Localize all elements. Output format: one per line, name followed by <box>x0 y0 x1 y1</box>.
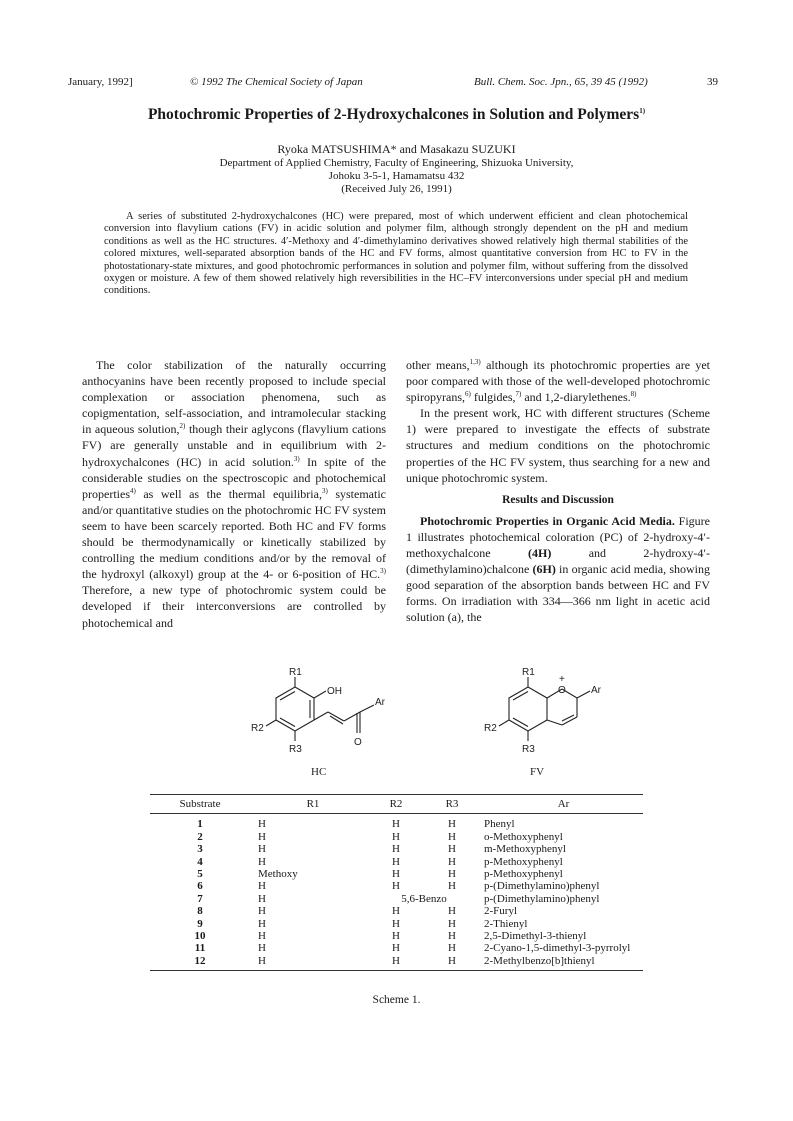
table-cell: H <box>258 942 266 955</box>
continued-paragraph <box>406 357 710 405</box>
fv-structure <box>499 677 590 741</box>
table-cell: 2-Methylbenzo[b]thienyl <box>480 955 643 971</box>
table-cell: H <box>448 855 456 868</box>
table-cell: H <box>392 917 400 930</box>
table-cell: p-Methoxyphenyl <box>484 855 563 868</box>
hc-r1-label: R1 <box>289 667 302 678</box>
citation: 1,3) <box>469 358 481 366</box>
table-row <box>150 843 643 855</box>
table-row <box>150 814 643 831</box>
table-cell: H <box>392 868 400 881</box>
table-row <box>150 955 643 971</box>
body-right-column <box>406 357 710 626</box>
received-date: (Received July 26, 1991) <box>341 183 452 195</box>
text-run: although its photochromic properties are yet poor compared with those of the well-developed photochromic spiropyrans, <box>406 358 711 405</box>
table-cell: H <box>392 843 400 856</box>
table-row <box>150 831 643 843</box>
paper-title <box>0 106 793 124</box>
table-cell: 2-Thienyl <box>484 917 528 930</box>
table-cell: 12 <box>150 955 250 971</box>
results-paragraph <box>406 513 710 626</box>
table-cell: H <box>448 905 456 918</box>
hc-benzene-ring <box>276 687 314 731</box>
text-run: and 1,2-diarylethenes. <box>521 390 631 405</box>
table-cell: H <box>258 917 266 930</box>
table-row <box>150 893 643 905</box>
table-cell: H <box>258 818 266 831</box>
table-cell: H <box>392 930 400 943</box>
table-cell: o-Methoxyphenyl <box>484 830 563 843</box>
citation: 7) <box>515 390 522 399</box>
table-cell: 1 <box>197 818 203 831</box>
table-header-row <box>150 795 643 814</box>
author-list: Ryoka MATSUSHIMA* and Masakazu SUZUKI <box>277 142 516 156</box>
affiliation-line-1: Department of Applied Chemistry, Faculty of Engineering, Shizuoka University, <box>219 157 574 169</box>
hc-ar-label: Ar <box>375 697 385 708</box>
fv-plus-label: + <box>559 674 565 685</box>
citation: 6) <box>465 390 471 399</box>
table-cell: 6 <box>197 880 203 893</box>
table-cell: H <box>448 917 456 930</box>
table-cell: 2 <box>197 830 203 843</box>
table-cell: 10 <box>194 930 206 943</box>
header-date: January, 1992] <box>68 76 133 88</box>
table-row <box>150 905 643 917</box>
hc-oh-label: OH <box>327 686 342 697</box>
table-cell: H <box>392 880 400 893</box>
table-cell: 5 <box>197 868 203 881</box>
fv-r1-label: R1 <box>522 667 535 678</box>
affiliation-line-2: Johoku 3-5-1, Hamamatsu 432 <box>328 170 465 182</box>
text-run: In spite of the considerable studies on the spectroscopic and photochemical properties <box>82 454 386 501</box>
citation: 3) <box>321 486 328 495</box>
table-cell: H <box>258 905 266 918</box>
table-cell: 11 <box>194 942 206 955</box>
table-cell: 4 <box>197 855 203 868</box>
column-header: R3 <box>424 795 480 814</box>
intro-paragraph <box>82 357 386 631</box>
table-cell: 5,6-Benzo <box>401 892 447 905</box>
table-cell: p-(Dimethylamino)phenyl <box>484 892 600 905</box>
body-left-column <box>82 357 386 631</box>
text-run: The color stabilization of the naturally occurring anthocyanins have been recently proposed to include special complexation or association phenomena, such as copigmentation, self-association, and intramolecular stacking in aqueous solution, <box>82 358 386 437</box>
present-work-paragraph: In the present work, HC with different structures (Scheme 1) were prepared to investigate the effects of substrate structures and medium conditions on the photochromic properties of the HC FV system, thus searching for a new and unique photochromic system. <box>406 406 710 485</box>
table-cell: 9 <box>197 917 203 930</box>
table-cell: 7 <box>197 892 203 905</box>
abstract: A series of substituted 2-hydroxychalcones (HC) were prepared, most of which underwent efficient and clean photochemical conversion into flavylium cations (FV) in acidic solution and polymer film, although strongly dependent on the pH and medium conditions as well as the HC structures. 4′-Methoxy and 4′-dimethylamino derivatives showed relatively high thermal stabilities of the colored mixtures, well-separated absorption bands of the HC and FV forms, almost quantitative conversion from HC to FV in the photostationary-state mixtures, and good photochromic performances in solution and polymer film, without suffering from the dissolved oxygen or moisture. A few of them showed relatively high reversibilities in the HC–FV interconversions under special pH and medium conditions. <box>104 211 688 297</box>
table-cell: H <box>448 930 456 943</box>
compound-label: (4H) <box>528 546 552 561</box>
text-run: as well as the thermal equilibria, <box>135 486 322 501</box>
table-cell: p-Methoxyphenyl <box>484 868 563 881</box>
scheme-table <box>150 794 643 971</box>
table-cell: p-(Dimethylamino)phenyl <box>484 880 600 893</box>
table-row <box>150 918 643 930</box>
table-cell: H <box>424 955 480 971</box>
table-cell: H <box>258 892 266 905</box>
hc-label: HC <box>311 766 327 778</box>
table-cell: H <box>258 930 266 943</box>
table-cell: H <box>392 830 400 843</box>
text-run: though their aglycons (flavylium cations FV) are generally unstable and in equilibrium with 2-hydroxychalcones (HC) in acid solution. <box>82 422 387 469</box>
text-run: and 2-hydroxy-4′-(dimethylamino)chalcone <box>406 546 710 577</box>
table-row <box>150 868 643 880</box>
fv-benzene-ring <box>509 687 547 731</box>
table-cell: H <box>392 905 400 918</box>
column-header: R2 <box>368 795 424 814</box>
table-cell: H <box>368 955 424 971</box>
table-cell: H <box>258 843 266 856</box>
table-cell: H <box>448 942 456 955</box>
table-cell: H <box>258 855 266 868</box>
header-copyright: © 1992 The Chemical Society of Japan <box>190 76 363 88</box>
scheme-structures <box>240 665 620 780</box>
fv-label: FV <box>530 766 545 778</box>
title-reference: 1) <box>639 106 646 115</box>
table-cell: H <box>448 830 456 843</box>
table-cell: H <box>250 955 368 971</box>
column-header: Substrate <box>150 795 250 814</box>
scheme-caption: Scheme 1. <box>372 994 421 1006</box>
table-cell: H <box>448 818 456 831</box>
table-cell: m-Methoxyphenyl <box>484 843 566 856</box>
text-run: in organic acid media, showing good separation of the absorption bands between HC and FV forms. On irradiation with 334—366 nm light in acetic acid solution (a), the <box>406 562 711 625</box>
table-cell: H <box>392 818 400 831</box>
fv-ring-o-label: O <box>558 685 566 696</box>
subsection-heading: Photochromic Properties in Organic Acid Media. <box>420 513 675 528</box>
text-run: Therefore, a new type of photochromic system could be developed if their interconversions are controlled by photochemical and <box>82 583 386 630</box>
fv-ar-label: Ar <box>591 685 601 696</box>
citation: 3) <box>293 454 300 463</box>
table-row <box>150 880 643 892</box>
table-cell: H <box>258 830 266 843</box>
text-run: fulgides, <box>470 390 516 405</box>
hc-r2-label: R2 <box>251 723 264 734</box>
header-journal: Bull. Chem. Soc. Jpn., 65, 39 45 (1992) <box>474 76 648 88</box>
fv-r3-label: R3 <box>522 744 535 755</box>
text-run: systematic and/or quantitative studies on the photochromic HC FV system seem to have been scarcely reported. Both HC and FV forms should be thermodynamically or kinetically stabilized by controlling the medium conditions and/or by the removal of the hydroxyl (alkoxyl) group at the 4- or 6-position of HC. <box>82 486 386 582</box>
table-cell: Phenyl <box>484 818 515 831</box>
table-cell: H <box>448 843 456 856</box>
text-run: other means, <box>406 358 470 372</box>
hc-r3-label: R3 <box>289 744 302 755</box>
citation: 3) <box>380 567 386 576</box>
table-cell: 8 <box>197 905 203 918</box>
table-cell: H <box>448 868 456 881</box>
header-page-number: 39 <box>707 76 718 88</box>
citation: 2) <box>179 422 186 431</box>
table-cell: 2,5-Dimethyl-3-thienyl <box>484 930 587 943</box>
title-text: Photochromic Properties of 2-Hydroxychalcones in Solution and Polymers <box>147 106 640 123</box>
text-run: Figure 1 illustrates photochemical coloration (PC) of 2-hydroxy-4′-methoxychalcone <box>406 513 710 561</box>
hc-structure <box>266 677 374 741</box>
hc-carbonyl-o-label: O <box>354 737 362 748</box>
table-cell: 3 <box>197 843 203 856</box>
table-row <box>150 856 643 868</box>
column-header: Ar <box>480 795 643 814</box>
table-cell: H <box>392 855 400 868</box>
citation: 4) <box>129 486 136 495</box>
table-cell: 2-Cyano-1,5-dimethyl-3-pyrrolyl <box>484 942 631 955</box>
section-heading: Results and Discussion <box>502 493 614 506</box>
table-cell: H <box>258 880 266 893</box>
citation: 8) <box>630 390 637 399</box>
table-cell: H <box>448 880 456 893</box>
column-header: R1 <box>250 795 368 814</box>
table-cell: H <box>392 942 400 955</box>
table-cell: 2-Furyl <box>484 905 517 918</box>
table-row <box>150 930 643 942</box>
table-cell: Methoxy <box>258 868 298 881</box>
compound-label: (6H) <box>532 562 556 577</box>
fv-r2-label: R2 <box>484 723 497 734</box>
table-row <box>150 942 643 954</box>
